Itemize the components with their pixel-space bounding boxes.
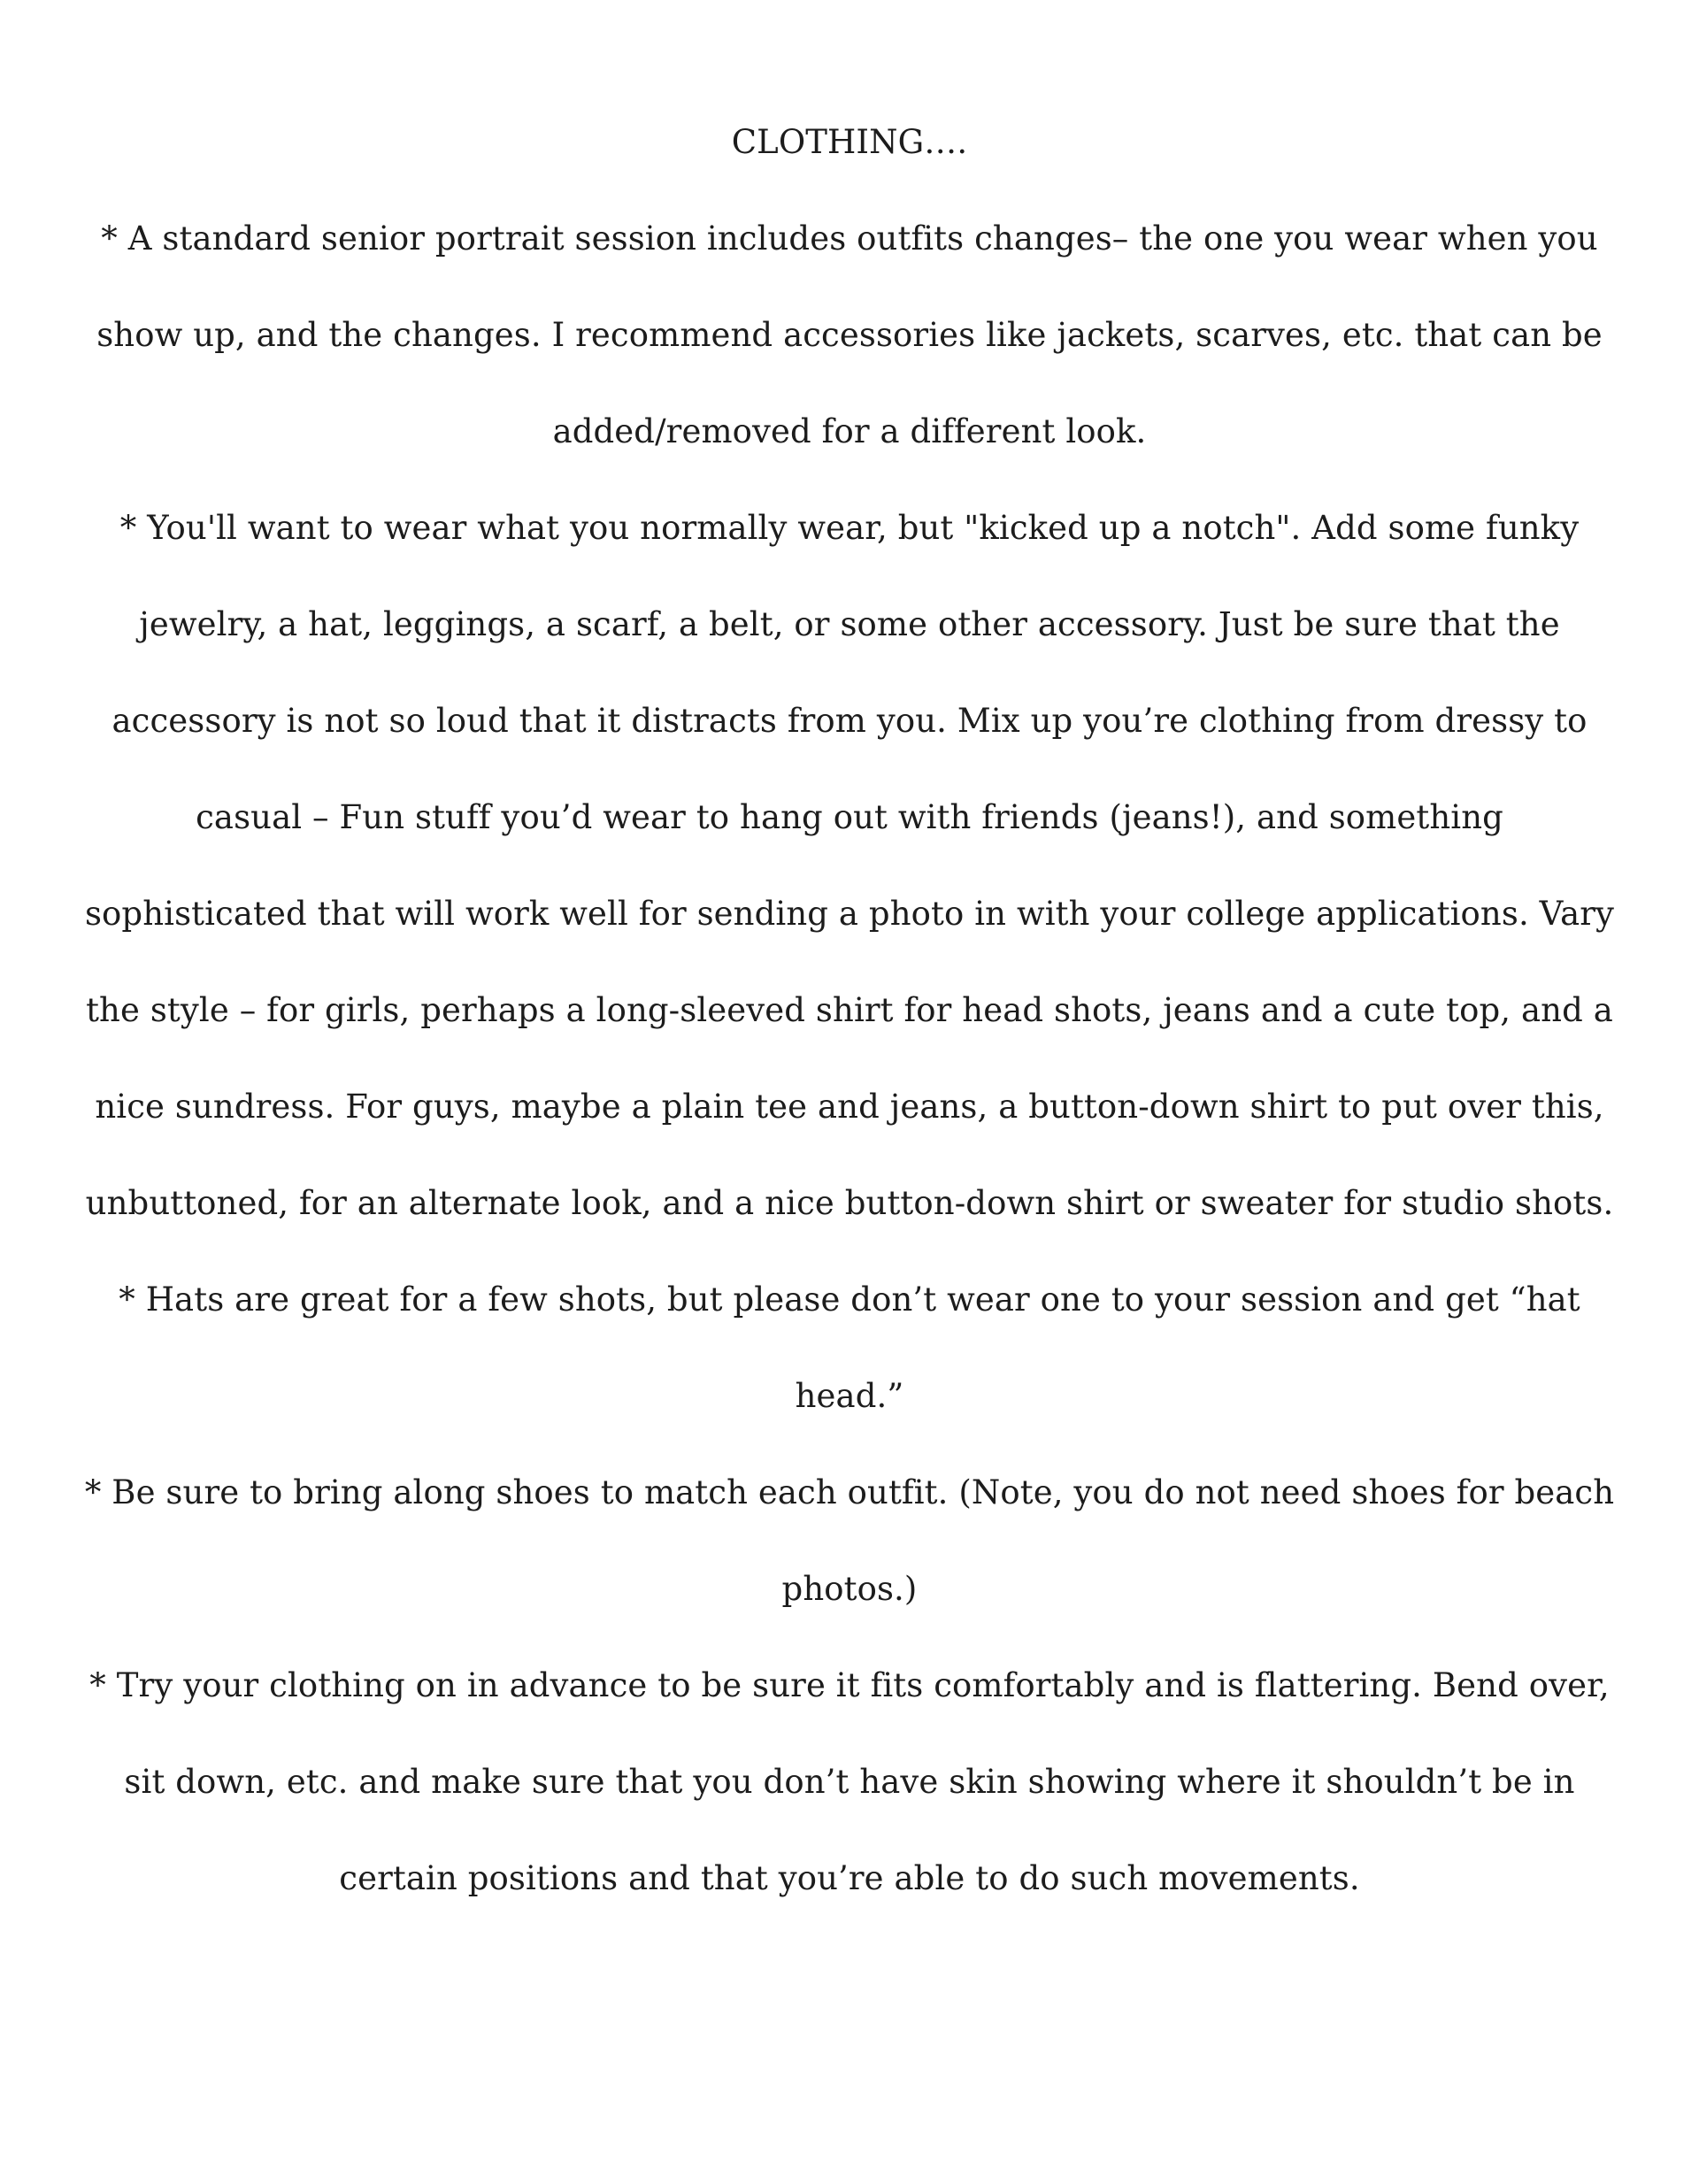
- paragraph-hats: * Hats are great for a few shots, but please don’t wear one to your session and get “hat head.”: [119, 1280, 1580, 1415]
- paragraph-fitting: * Try your clothing on in advance to be sure it fits comfortably and is flattering. Bend over, sit down, etc. and make sure that you don’t have skin showing where it shouldn’t be in certain positions and that you’re able to do such movements.: [89, 1666, 1610, 1897]
- paragraph-style-advice: * You'll want to wear what you normally wear, but "kicked up a notch". Add some funky jewelry, a hat, leggings, a scarf, a belt, or some other accessory. Just be sure that the accessory is not so loud that it distracts from you. Mix up you’re clothing from dressy to casual – Fun stuff you’d wear to hang out with friends (jeans!), and something sophisticated that will work well for sending a photo in with your college applications. Vary the style – for girls, perhaps a long-sleeved shirt for head shots, jeans and a cute top, and a nice sundress. For guys, maybe a plain tee and jeans, a button-down shirt to put over this, unbuttoned, for an alternate look, and a nice button-down shirt or sweater for studio shots.: [84, 509, 1615, 1222]
- paragraph-outfit-changes: * A standard senior portrait session includes outfits changes– the one you wear when you show up, and the changes. I recommend accessories like jackets, scarves, etc. that can be added/removed for a different look.: [96, 219, 1603, 450]
- paragraph-shoes: * Be sure to bring along shoes to match each outfit. (Note, you do not need shoes for beach photos.): [84, 1473, 1615, 1608]
- document-title: CLOTHING….: [731, 123, 968, 161]
- document-page: [84, 94, 1615, 1926]
